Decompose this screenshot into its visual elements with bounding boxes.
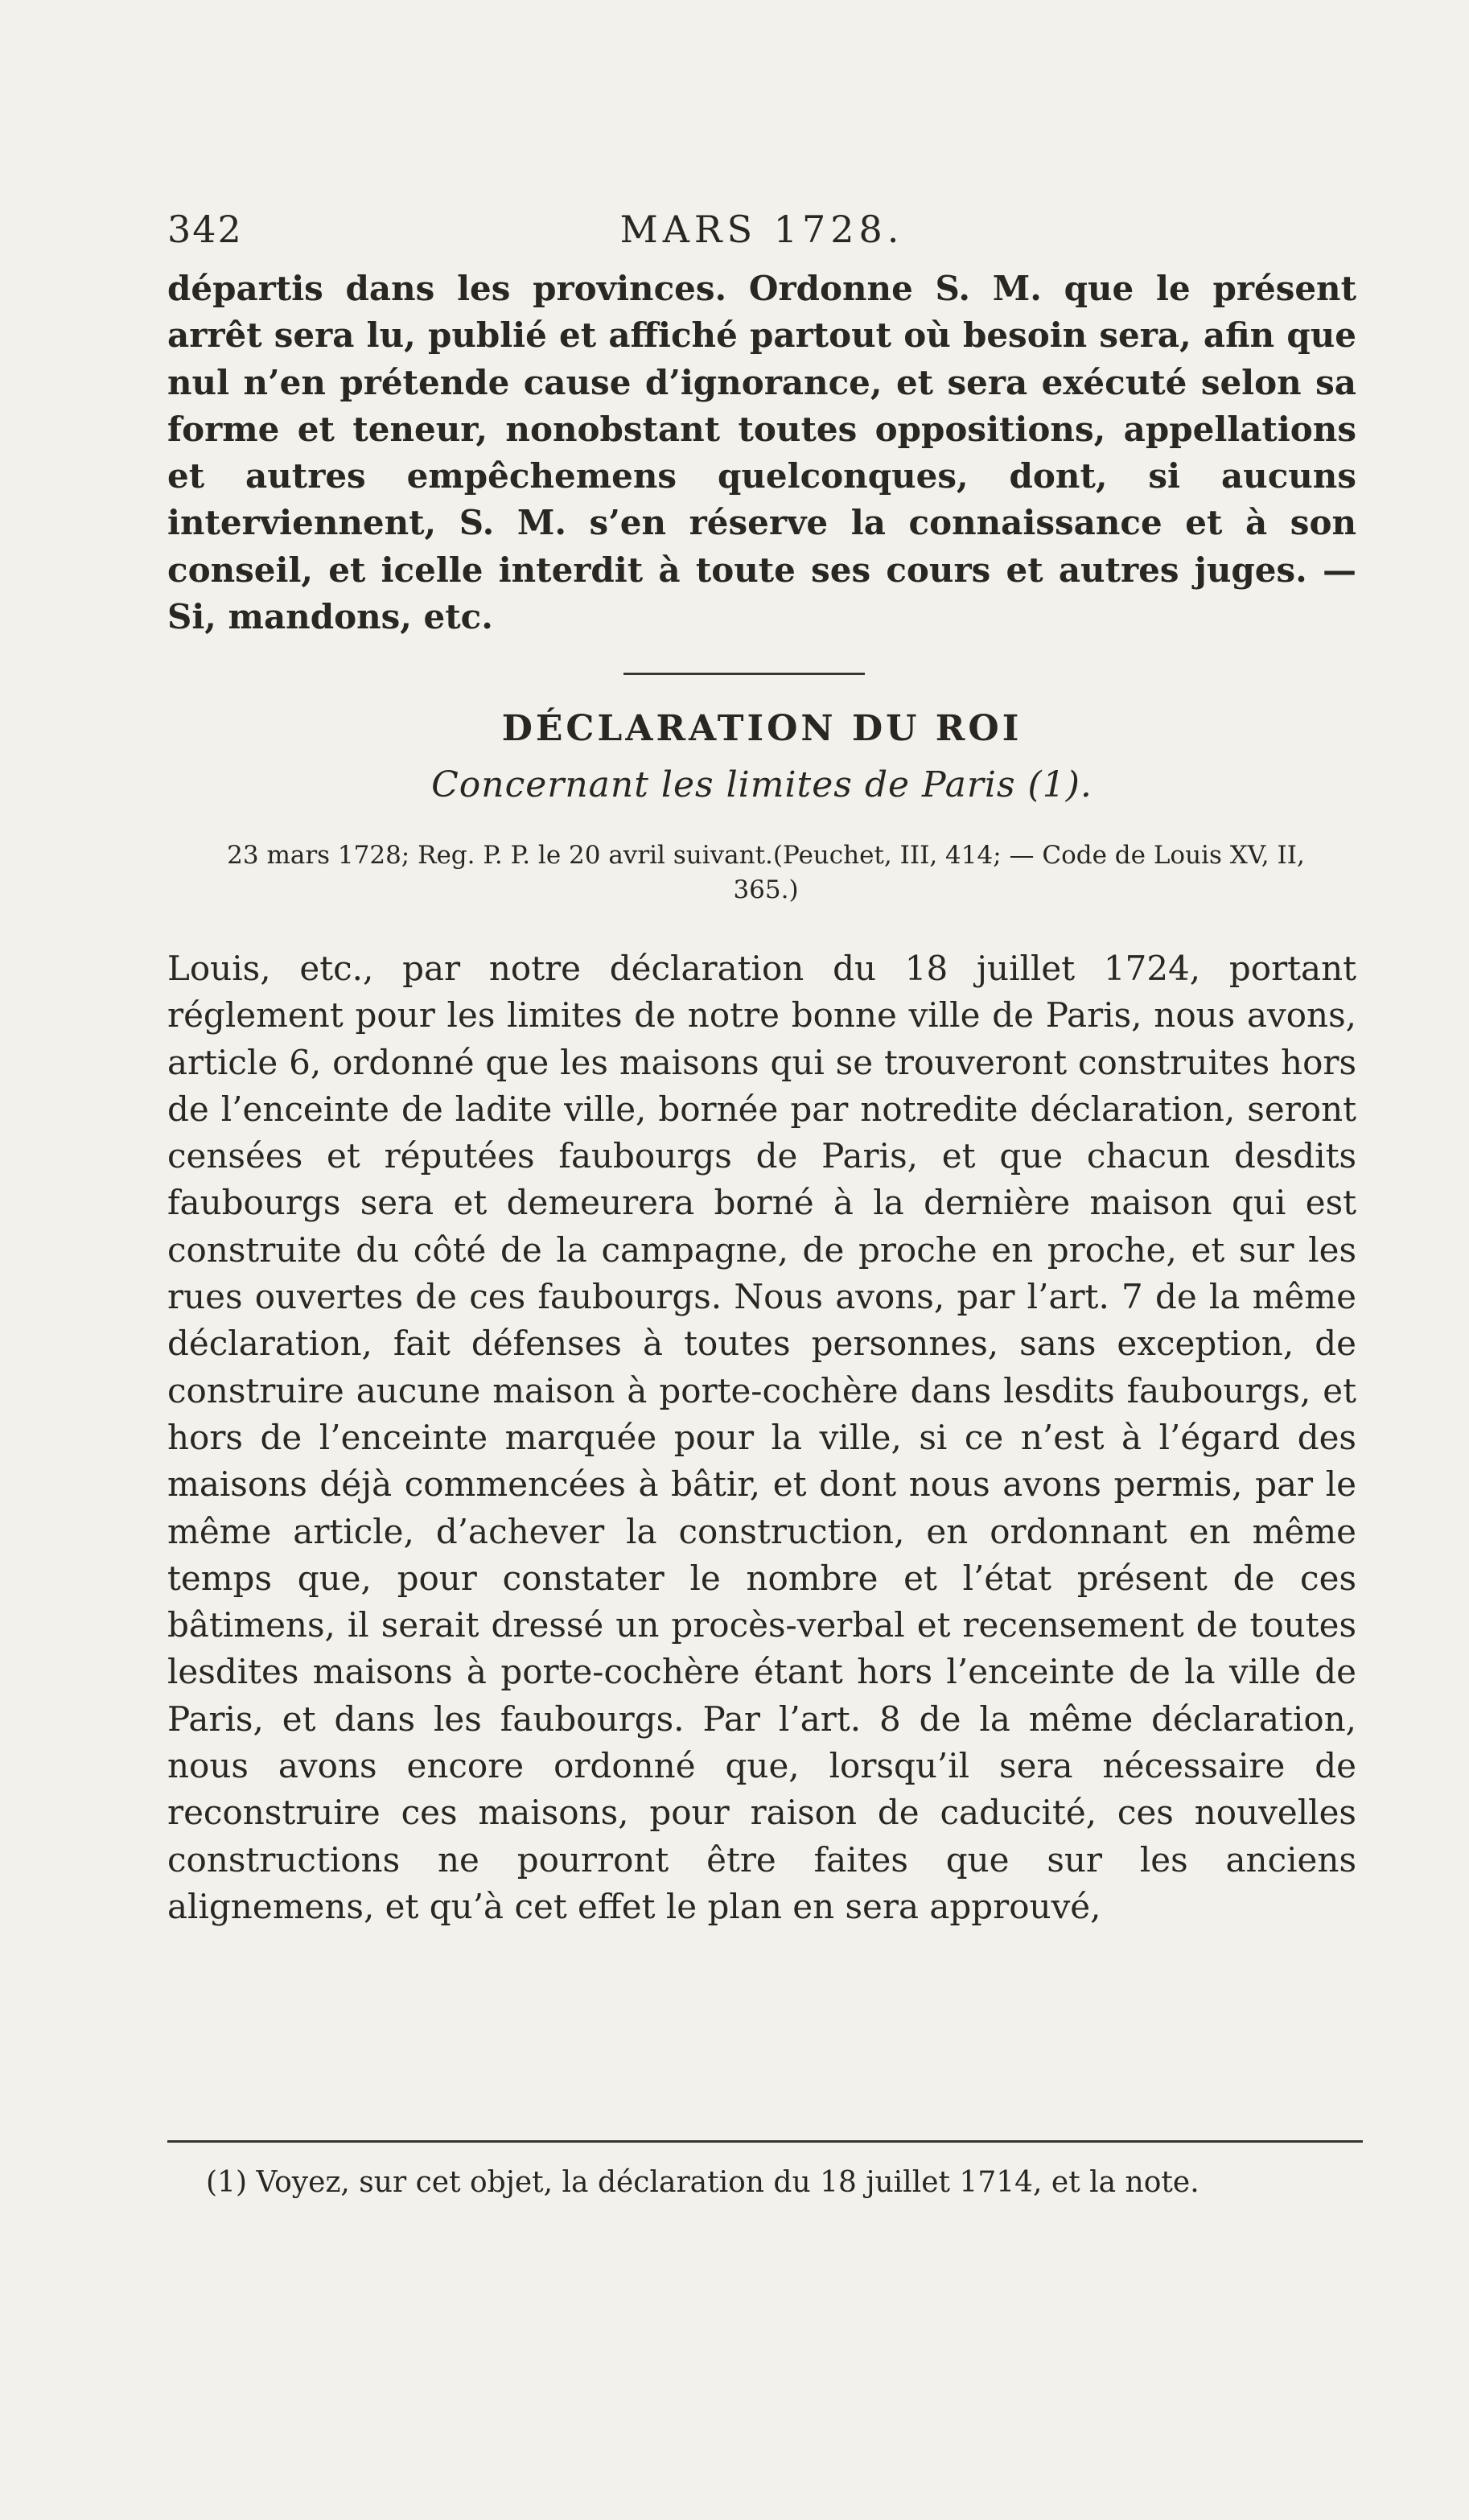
intro-paragraph bbox=[167, 266, 1356, 640]
footnote: (1) Voyez, sur cet objet, la déclaration du 18 juillet 1714, et la note. bbox=[206, 2166, 1199, 2199]
registration-note: 23 mars 1728; Reg. P. P. le 20 avril suivant.(Peuchet, III, 414; — Code de Louis XV, II, 365.) bbox=[227, 841, 1305, 904]
page-number: 342 bbox=[167, 208, 243, 251]
section-divider bbox=[623, 673, 865, 675]
declaration-body-text: Louis, etc., par notre déclaration du 18 juillet 1724, portant réglement pour les limites de notre bonne ville de Paris, nous avons, article 6, ordonné que les maisons qui se trouveront construites hors de l’enceinte de ladite ville, bornée par notredite déclaration, seront censées et réputées faubourgs de Paris, et que chacun desdits faubourgs sera et demeurera borné à la dernière maison qui est construite du côté de la campagne, de proche en proche, et sur les rues ouvertes de ces faubourgs. Nous avons, par l’art. 7 de la même déclaration, fait défenses à toutes personnes, sans exception, de construire aucune maison à porte-cochère dans lesdits faubourgs, et hors de l’enceinte marquée pour la ville, si ce n’est à l’égard des maisons déjà commencées à bâtir, et dont nous avons permis, par le même article, d’achever la construction, en ordonnant en même temps que, pour constater le nombre et l’état présent de ces bâtimens, il serait dressé un procès-verbal et recensement de toutes lesdites maisons à porte-cochère étant hors l’enceinte de la ville de Paris, et dans les faubourgs. Par l’art. 8 de la même déclaration, nous avons encore ordonné que, lorsqu’il sera nécessaire de reconstruire ces maisons, pour raison de caducité, ces nouvelles constructions ne pourront être faites que sur les anciens alignemens, et qu’à cet effet le plan en sera approuvé, bbox=[167, 949, 1356, 1926]
footnote-divider bbox=[167, 2140, 1363, 2143]
running-head: MARS 1728. bbox=[619, 208, 904, 251]
declaration-title: DÉCLARATION DU ROI bbox=[501, 708, 1023, 749]
declaration-body bbox=[167, 945, 1356, 1930]
intro-paragraph-text: départis dans les provinces. Ordonne S. M. que le présent arrêt sera lu, publié et affiché partout où besoin sera, afin que nul n’en prétende cause d’ignorance, et sera exécuté selon sa forme et teneur, nonobstant toutes oppositions, appellations et autres empêchemens quelconques, dont, si aucuns interviennent, S. M. s’en réserve la connaissance et à son conseil, et icelle interdit à toute ses cours et autres juges. — Si, mandons, etc. bbox=[167, 269, 1356, 637]
declaration-subtitle: Concernant les limites de Paris (1). bbox=[431, 764, 1092, 805]
page-header bbox=[167, 208, 1356, 256]
